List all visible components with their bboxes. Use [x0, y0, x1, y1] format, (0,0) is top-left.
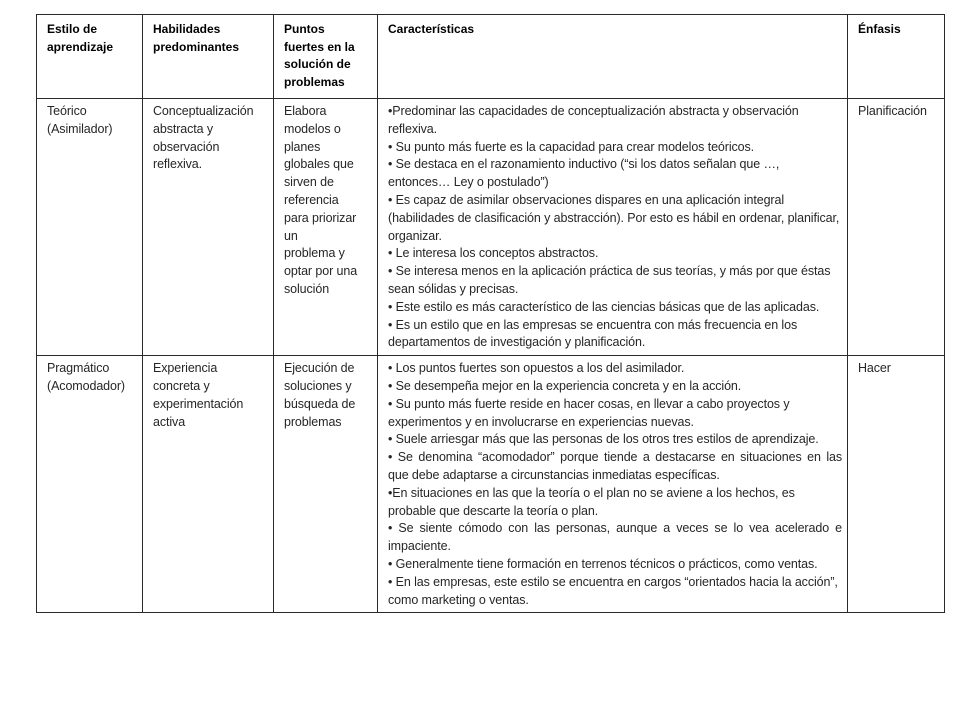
cell-strengths: Elabora modelos o planes globales que sirven de referencia para priorizar un problema y optar por una solución	[274, 99, 378, 356]
characteristic-item: • Generalmente tiene formación en terrenos técnicos o prácticos, como ventas.	[388, 556, 818, 571]
characteristic-item: • Este estilo es más característico de las ciencias básicas que de las aplicadas.	[388, 299, 820, 314]
header-row	[37, 15, 945, 99]
characteristic-item: • Suele arriesgar más que las personas de los otros tres estilos de aprendizaje.	[388, 432, 819, 447]
characteristic-item: • Los puntos fuertes son opuestos a los del asimilador.	[388, 361, 685, 376]
characteristic-item: • Le interesa los conceptos abstractos.	[388, 246, 599, 261]
cell-skills: Conceptualización abstracta y observación reflexiva.	[143, 99, 274, 356]
table-row-teorico	[37, 99, 945, 356]
characteristic-item: • Su punto más fuerte reside en hacer cosas, en llevar a cabo proyectos y experimentos y en involucrarse en experiencias nuevas.	[388, 396, 790, 429]
cell-style: Teórico (Asimilador)	[37, 99, 143, 356]
cell-characteristics	[378, 356, 848, 613]
characteristic-item: • Se denomina “acomodador” porque tiende a destacarse en situaciones en las que debe adaptarse a circunstancias inmediatas específicas.	[388, 450, 842, 482]
header-emphasis: Énfasis	[848, 15, 945, 99]
header-learning-style: Estilo de aprendizaje	[37, 15, 143, 99]
cell-skills: Experiencia concreta y experimentación activa	[143, 356, 274, 613]
characteristic-item: •Predominar las capacidades de conceptualización abstracta y observación reflexiva.	[388, 104, 799, 136]
characteristic-item: • Se desempeña mejor en la experiencia concreta y en la acción.	[388, 378, 742, 393]
characteristic-item: • Es capaz de asimilar observaciones dispares en una aplicación integral (habilidades de clasificación y abstracción). Por esto es hábil en ordenar, planificar, organizar.	[388, 192, 840, 243]
header-characteristics: Características	[378, 15, 848, 99]
characteristic-item: • Su punto más fuerte es la capacidad para crear modelos teóricos.	[388, 139, 755, 154]
table-row-pragmatico	[37, 356, 945, 613]
characteristic-item: • Se siente cómodo con las personas, aunque a veces se lo vea acelerado e impaciente.	[388, 521, 842, 554]
characteristic-item: • Se destaca en el razonamiento inductivo (“si los datos señalan que …, entonces… Ley o postulado”)	[388, 157, 780, 190]
cell-style: Pragmático (Acomodador)	[37, 356, 143, 613]
learning-styles-table	[36, 14, 945, 613]
characteristic-item: • Es un estilo que en las empresas se encuentra con más frecuencia en los departamentos de investigación y planificación.	[388, 317, 798, 350]
cell-emphasis: Hacer	[848, 356, 945, 613]
header-problem-solving-strengths: Puntos fuertes en la solución de problemas	[274, 15, 378, 99]
characteristic-item: •En situaciones en las que la teoría o el plan no se aviene a los hechos, es probable que descarte la teoría o plan.	[388, 485, 795, 518]
characteristic-item: • Se interesa menos en la aplicación práctica de sus teorías, y más por que éstas sean sólidas y precisas.	[388, 264, 831, 296]
cell-emphasis: Planificación	[848, 99, 945, 356]
header-predominant-skills: Habilidades predominantes	[143, 15, 274, 99]
cell-characteristics	[378, 99, 848, 356]
characteristic-item: • En las empresas, este estilo se encuentra en cargos “orientados hacia la acción”, como marketing o ventas.	[388, 574, 838, 607]
cell-strengths: Ejecución de soluciones y búsqueda de problemas	[274, 356, 378, 613]
